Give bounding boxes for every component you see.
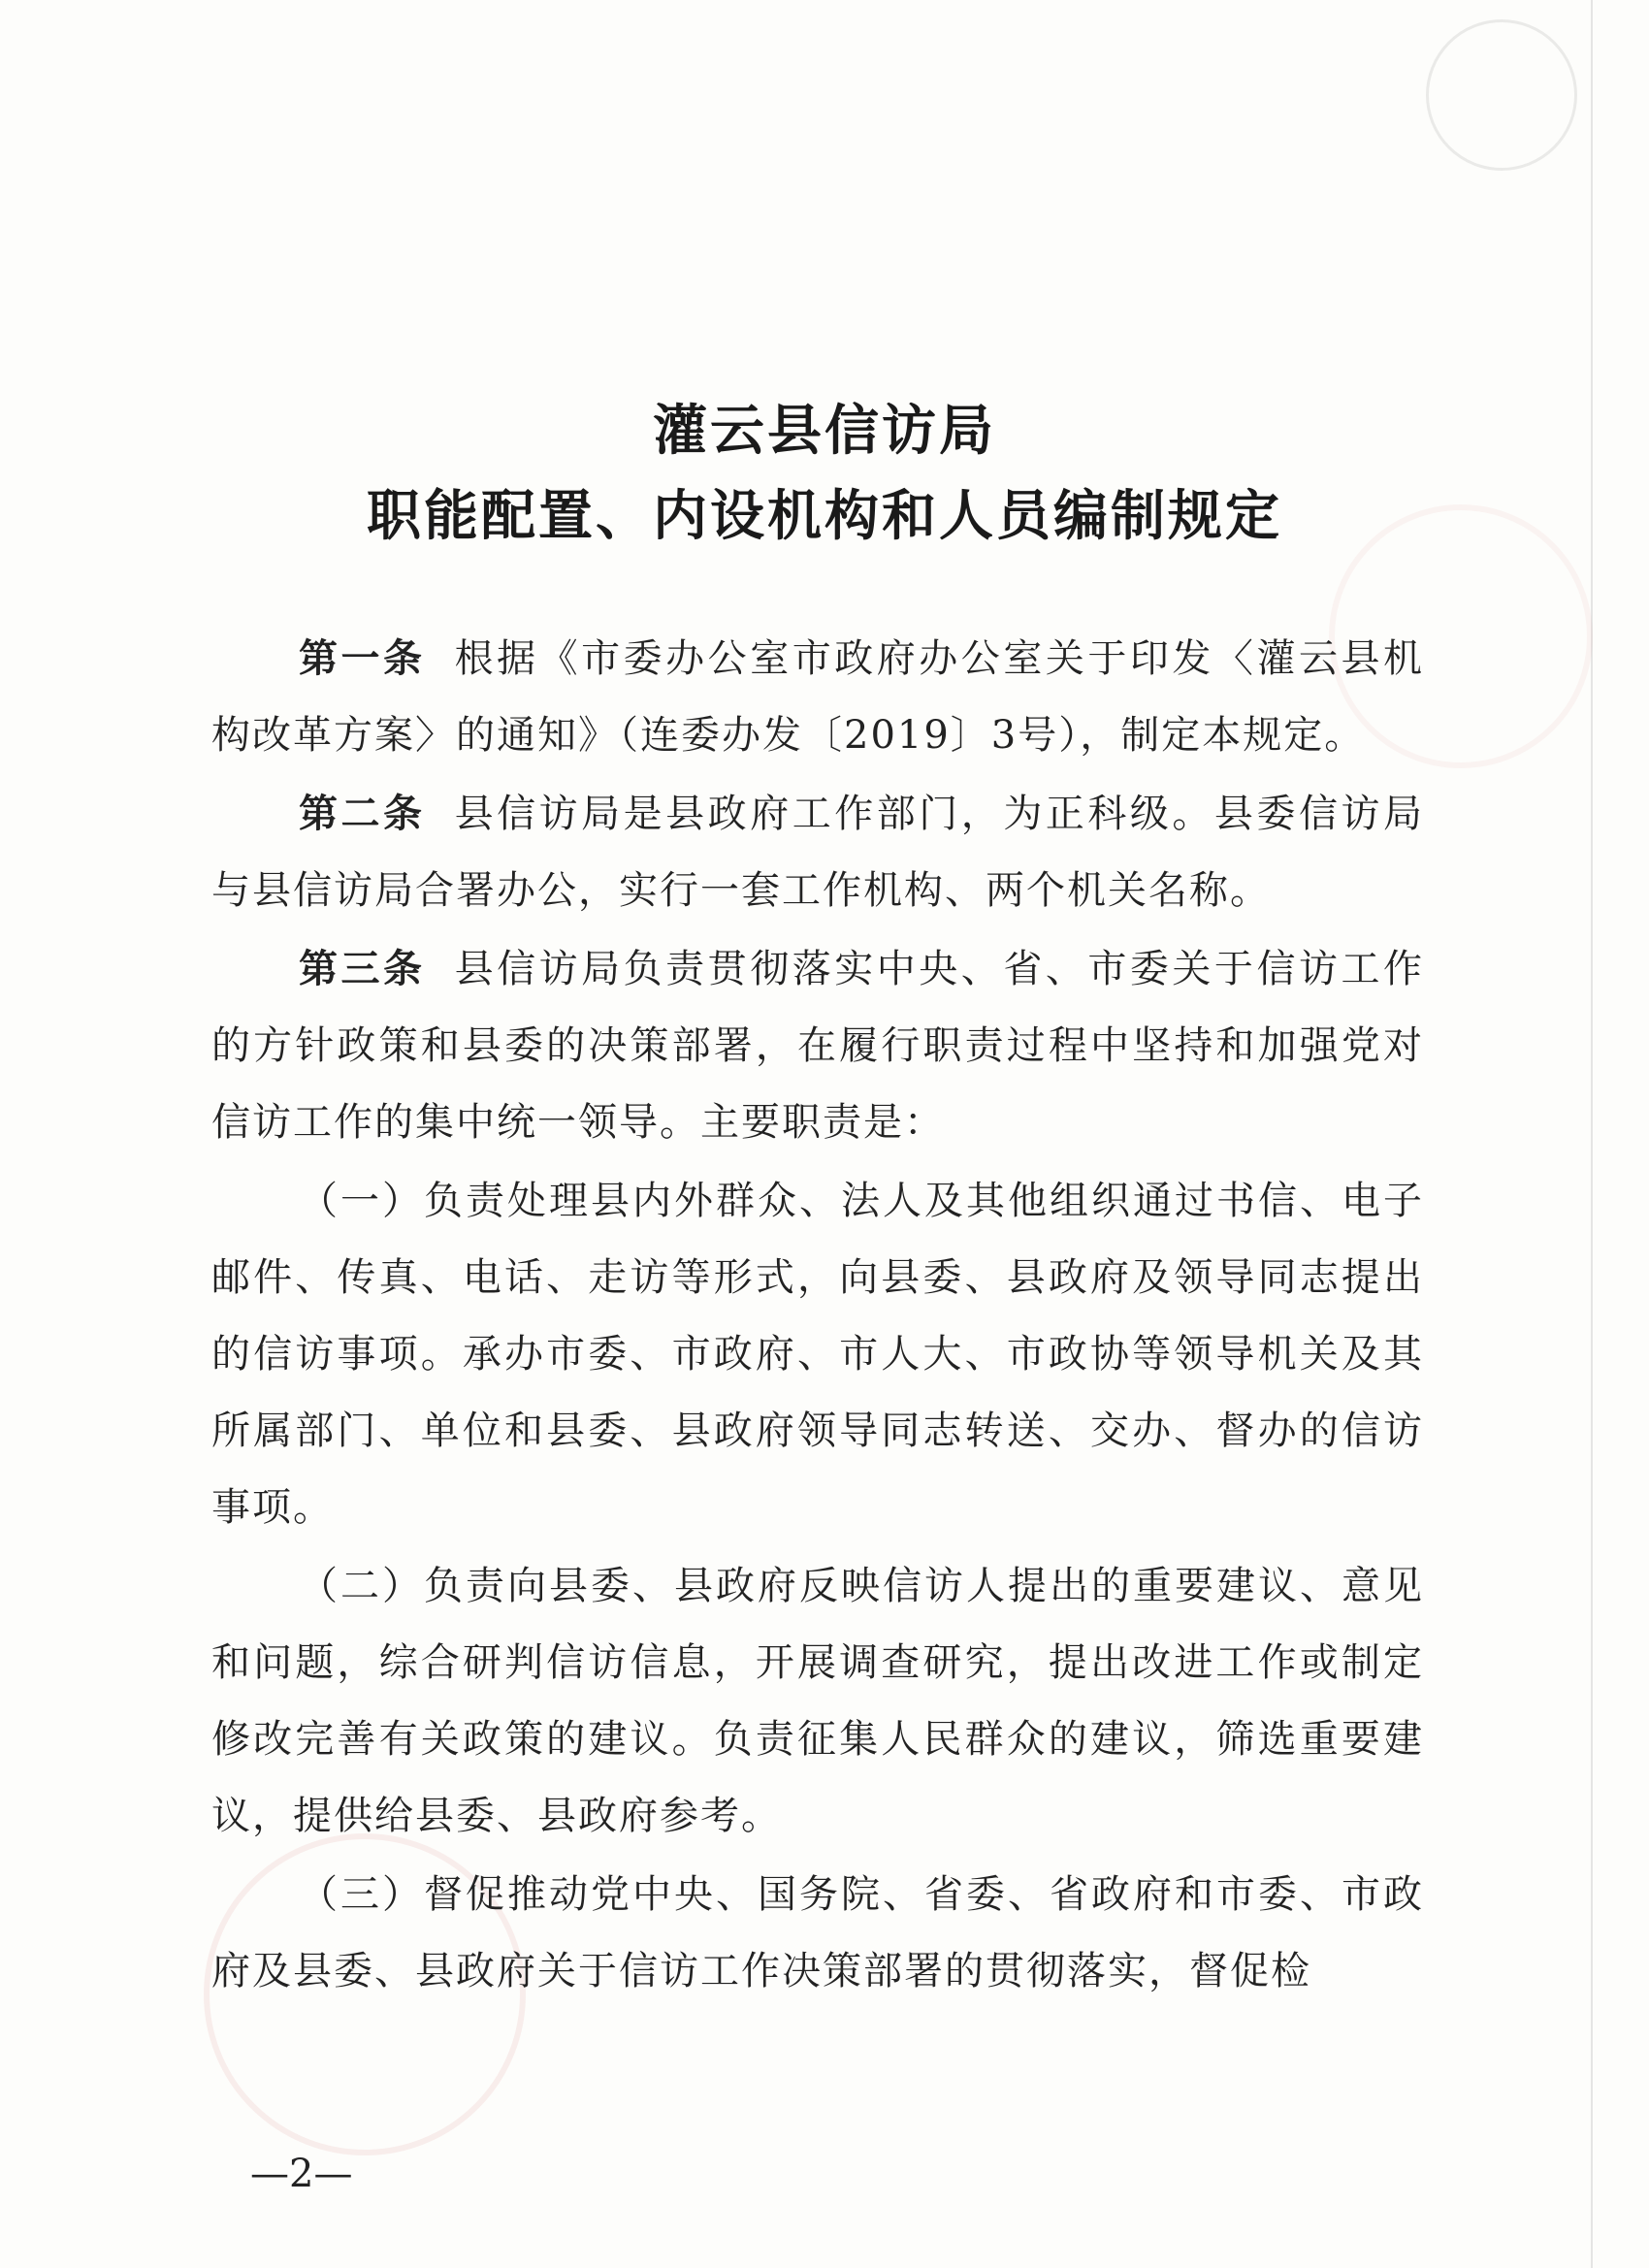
article-paragraph	[211, 931, 1424, 1161]
duty-text: （二）负责向县委、县政府反映信访人提出的重要建议、意见和问题，综合研判信访信息，开展调查研究，提出改进工作或制定修改完善有关政策的建议。负责征集人民群众的建议，筛选重要建议，提供给县委、县政府参考。	[211, 1564, 1424, 1838]
article-text: 县信访局是县政府工作部门，为正科级。县委信访局与县信访局合署办公，实行一套工作机构、两个机关名称。	[211, 792, 1425, 913]
duty-paragraph	[211, 1857, 1424, 2010]
article-label: 第三条	[299, 947, 426, 991]
article-label: 第二条	[299, 792, 426, 836]
scan-edge-line	[1591, 0, 1593, 2268]
article-text: 根据《市委办公室市政府办公室关于印发〈灌云县机构改革方案〉的通知》（连委办发〔2019〕3号），制定本规定。	[211, 636, 1425, 758]
corner-stamp-trace	[1426, 19, 1577, 171]
article-label: 第一条	[299, 636, 426, 681]
article-paragraph	[211, 621, 1424, 774]
duty-paragraph	[211, 1163, 1424, 1546]
document-title-line-1: 灌云县信访局	[653, 399, 996, 463]
article-text: 县信访局负责贯彻落实中央、省、市委关于信访工作的方针政策和县委的决策部署，在履行职责过程中坚持和加强党对信访工作的集中统一领导。主要职责是：	[211, 947, 1425, 1145]
duty-text: （三）督促推动党中央、国务院、省委、省政府和市委、市政府及县委、县政府关于信访工作决策部署的贯彻落实，督促检	[211, 1872, 1424, 1993]
document-body	[211, 621, 1424, 2012]
page-number: —2—	[250, 2152, 353, 2196]
document-title-line-2: 职能配置、内设机构和人员编制规定	[367, 484, 1282, 548]
duty-text: （一）负责处理县内外群众、法人及其他组织通过书信、电子邮件、传真、电话、走访等形式，向县委、县政府及领导同志提出的信访事项。承办市委、市政府、市人大、市政协等领导机关及其所属部门、单位和县委、县政府领导同志转送、交办、督办的信访事项。	[211, 1179, 1424, 1530]
duty-paragraph	[211, 1548, 1424, 1855]
article-paragraph	[211, 776, 1424, 929]
